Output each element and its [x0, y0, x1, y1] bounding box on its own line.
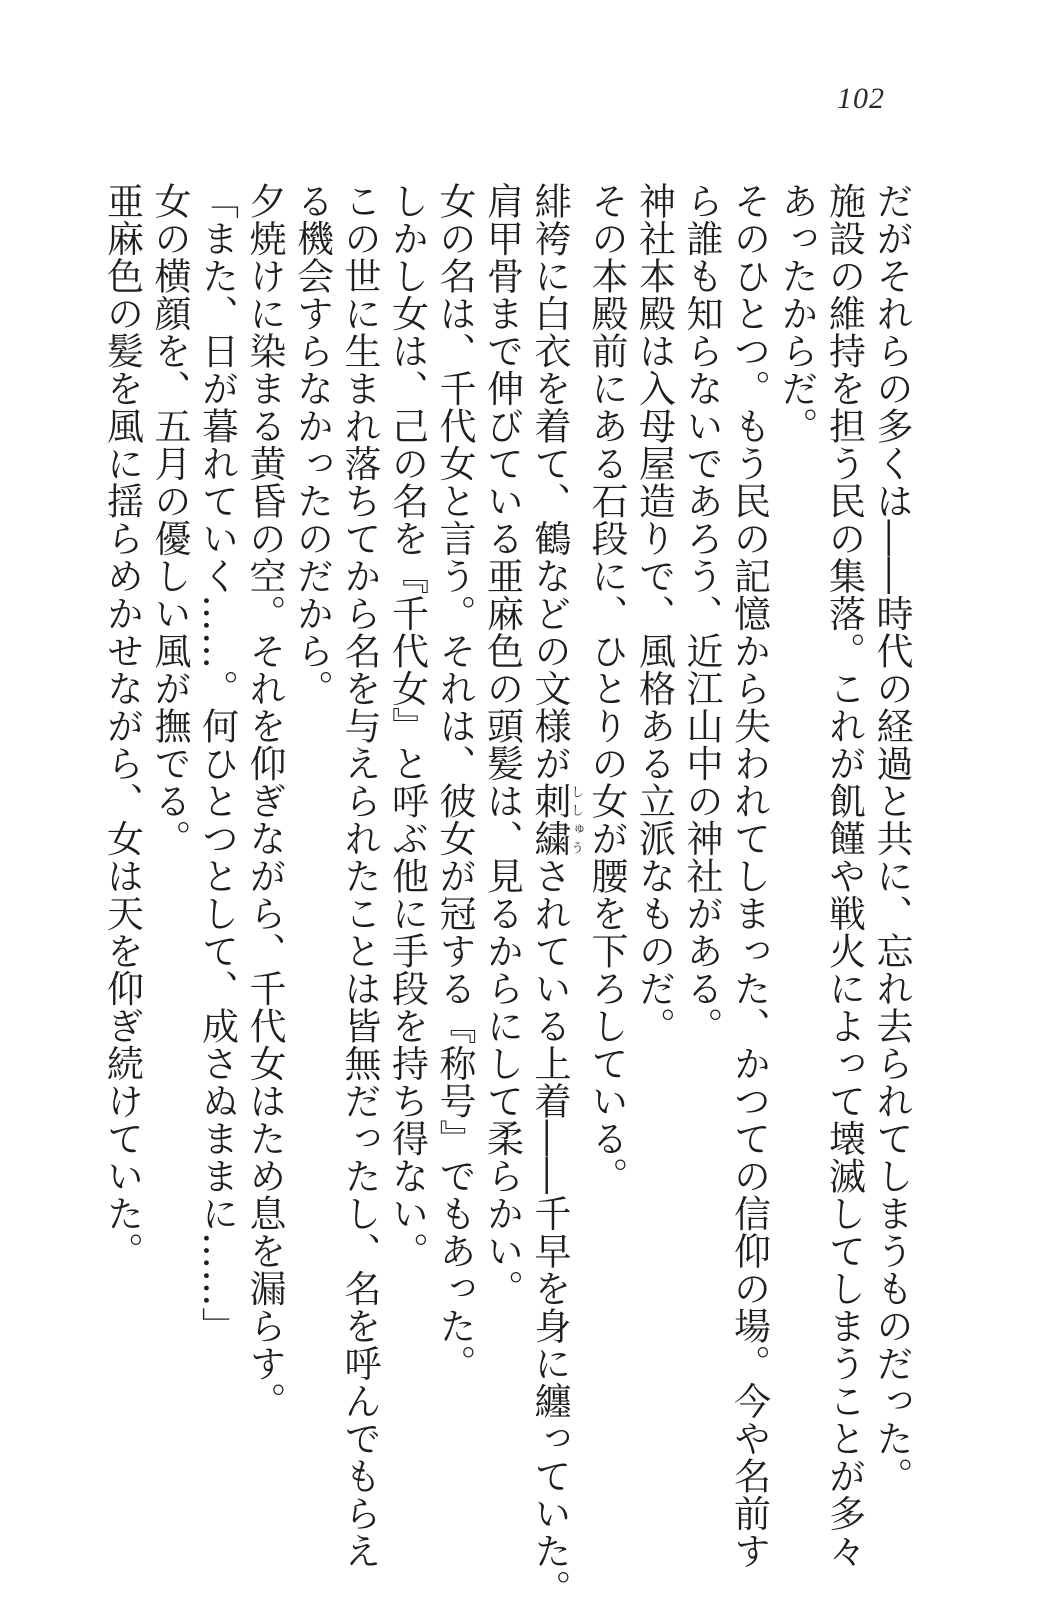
body-text [98, 182, 915, 1607]
text-line-14: 夕焼けに染まる黄昏の空。それを仰ぎながら、千代女はため息を漏らす。 [243, 182, 286, 1420]
text-line-6: 神社本殿は入母屋造りで、風格ある立派なものだ。 [632, 182, 676, 1045]
text-line-8-before: 緋袴に白衣を着て、鶴などの文様が [528, 182, 571, 782]
furigana-ruby [528, 782, 583, 857]
text-line-13: る機会すらなかったのだから。 [290, 182, 334, 707]
text-line-16: 女の横顔を、五月の優しい風が撫でる。 [148, 182, 191, 857]
text-line-12: この世に生まれ落ちてから名を与えられたことは皆無だったし、名を呼んでもらえ [338, 182, 381, 1570]
text-line-15: 「また、日が暮れていく……。何ひとつとして、成さぬままに……」 [195, 182, 239, 1345]
text-line-3: あったからだ。 [775, 182, 818, 445]
text-line-7: その本殿前にある石段に、ひとりの女が腰を下ろしている。 [585, 182, 628, 1195]
text-line-11: しかし女は、己の名を『千代女』と呼ぶ他に手段を持ち得ない。 [385, 182, 429, 1270]
text-line-8 [526, 182, 583, 1607]
text-line-9: 肩甲骨まで伸びている亜麻色の頭髪は、見るからにして柔らかい。 [480, 182, 524, 1307]
text-line-8-after: されている上着――千早を身に纏っていた。 [528, 857, 571, 1607]
page-number: 102 [837, 82, 885, 115]
text-line-2: 施設の維持を担う民の集落。これが飢饉や戦火によって壊滅してしまうことが多々 [822, 182, 866, 1570]
text-line-4: そのひとつ。もう民の記憶から失われてしまった、かつての信仰の場。今や名前す [727, 182, 771, 1570]
ruby-base: 刺繍 [528, 782, 571, 857]
ruby-reading: ししゅう [568, 782, 583, 857]
text-line-1: だがそれらの多くは――時代の経過と共に、忘れ去られてしまうものだった。 [870, 182, 913, 1495]
text-line-5: ら誰も知らないであろう、近江山中の神社がある。 [680, 182, 723, 1045]
text-line-17: 亜麻色の髪を風に揺らめかせながら、女は天を仰ぎ続けていた。 [100, 182, 144, 1270]
text-line-10: 女の名は、千代女と言う。それは、彼女が冠する『称号』でもあった。 [433, 182, 476, 1382]
